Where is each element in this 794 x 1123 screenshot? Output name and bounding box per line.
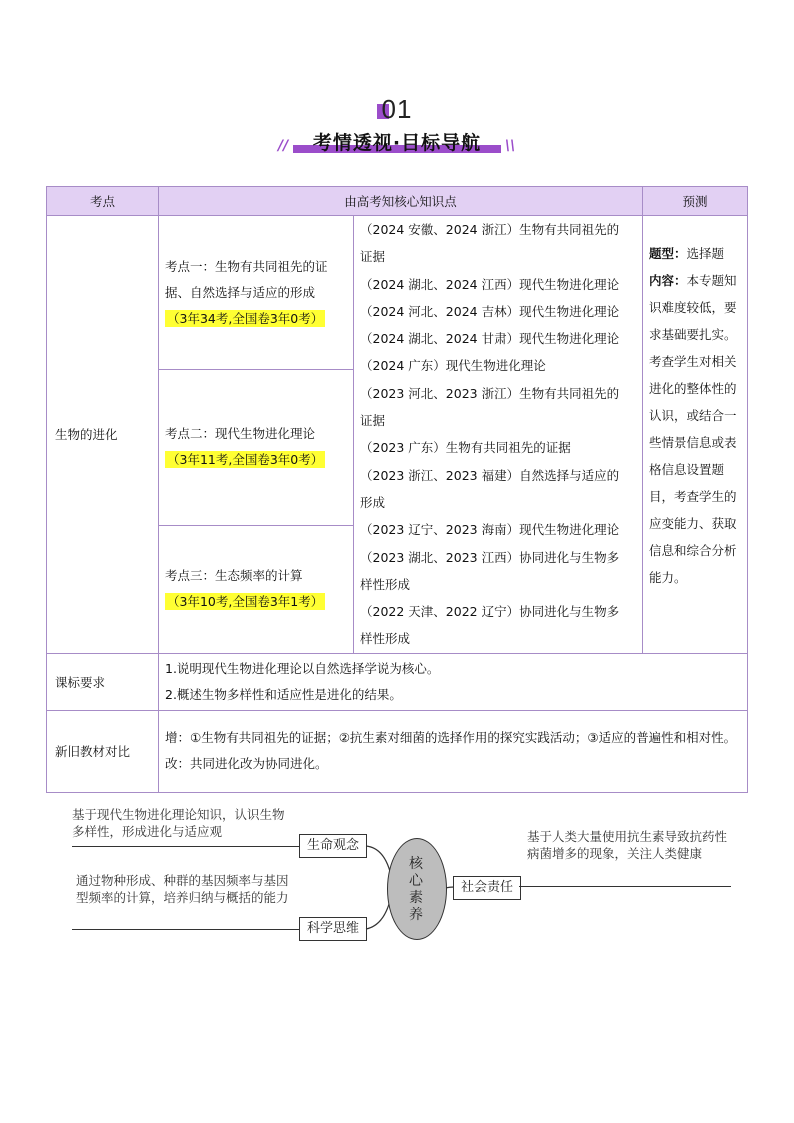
branch-1-text: 基于现代生物进化理论知识，认识生物多样性，形成进化与适应观 xyxy=(72,807,285,839)
title-slash-right: \\ xyxy=(505,138,516,154)
header-prediction: 预测 xyxy=(643,187,748,216)
prediction-type-label: 题型： xyxy=(649,246,687,261)
knowledge-line: 样性形成 xyxy=(360,576,411,592)
comparison-change: 改：共同进化改为协同进化。 xyxy=(165,756,328,772)
knowledge-line: （2024 安徽、2024 浙江）生物有共同祖先的 xyxy=(360,222,620,237)
knowledge-line: （2024 湖北、2024 甘肃）现代生物进化理论 xyxy=(360,331,620,347)
exam-point-1-stat: （3年34考,全国卷3年0考） xyxy=(167,310,324,326)
exam-point-2-stat: （3年11考,全国卷3年0考） xyxy=(167,452,324,468)
prediction-content-label: 内容： xyxy=(649,273,687,288)
exam-point-2-label: 考点二：现代生物进化理论 xyxy=(165,426,316,442)
exam-point-3-stat: （3年10考,全国卷3年1考） xyxy=(167,594,324,610)
header-core-knowledge: 由高考知核心知识点 xyxy=(159,187,643,216)
curriculum-item-2: 2.概述生物多样性和适应性是进化的结果。 xyxy=(165,686,402,702)
curriculum-item-1: 1.说明现代生物进化理论以自然选择学说为核心。 xyxy=(165,660,440,676)
knowledge-line: （2024 湖北、2024 江西）现代生物进化理论 xyxy=(360,276,620,292)
branch-line-1 xyxy=(72,846,300,847)
branch-line-2 xyxy=(72,929,300,930)
comparison-add: 增：①生物有共同祖先的证据；②抗生素对细菌的选择作用的探究实践活动；③适应的普遍性和相对性。 xyxy=(165,730,737,746)
dimension-cell: 生物的进化 xyxy=(47,216,159,654)
branch-2-label: 科学思维 xyxy=(299,917,367,941)
section-number: 01 xyxy=(381,94,413,124)
knowledge-line: （2023 浙江、2023 福建）自然选择与适应的 xyxy=(360,467,620,483)
curriculum-label: 课标要求 xyxy=(47,653,159,710)
knowledge-line: 样性形成 xyxy=(360,631,411,647)
title-slash-left: // xyxy=(278,138,289,154)
prediction-type-value: 选择题 xyxy=(686,246,725,261)
knowledge-line: （2023 湖北、2023 江西）协同进化与生物多 xyxy=(360,549,620,565)
prediction-content-value: 本专题知识难度较低，要求基础要扎实。考查学生对相关进化的整体性的认识，或结合一些情景信息或表格信息设置题目，考查学生的应变能力、获取信息和综合分析能力。 xyxy=(649,273,737,585)
exam-point-1-label: 考点一：生物有共同祖先的证据、自然选择与适应的形成 xyxy=(165,258,328,300)
knowledge-line: （2024 广东）现代生物进化理论 xyxy=(360,358,546,374)
branch-2-text: 通过物种形成、种群的基因频率与基因型频率的计算，培养归纳与概括的能力 xyxy=(76,873,289,905)
knowledge-line: （2023 河北、2023 浙江）生物有共同祖先的 xyxy=(360,385,620,401)
core-literacy-label: 核心素养 xyxy=(409,856,423,923)
header-exam-point: 考点 xyxy=(47,187,159,216)
knowledge-line: 证据 xyxy=(360,413,386,429)
comparison-label: 新旧教材对比 xyxy=(47,710,159,792)
knowledge-line: （2024 河北、2024 吉林）现代生物进化理论 xyxy=(360,303,620,319)
knowledge-line: 形成 xyxy=(360,494,386,510)
branch-line-3 xyxy=(519,886,731,887)
branch-3-label: 社会责任 xyxy=(453,876,521,900)
knowledge-line: （2022 天津、2022 辽宁）协同进化与生物多 xyxy=(360,604,620,620)
branch-1-label: 生命观念 xyxy=(299,834,367,858)
exam-point-3-label: 考点三：生态频率的计算 xyxy=(165,568,303,584)
branch-3-text: 基于人类大量使用抗生素导致抗药性病菌增多的现象，关注人类健康 xyxy=(527,829,728,861)
knowledge-line: 证据 xyxy=(360,249,386,265)
knowledge-line: （2023 广东）生物有共同祖先的证据 xyxy=(360,440,571,456)
section-title: 考情透视·目标导航 xyxy=(312,132,482,154)
knowledge-line: （2023 辽宁、2023 海南）现代生物进化理论 xyxy=(360,522,620,538)
